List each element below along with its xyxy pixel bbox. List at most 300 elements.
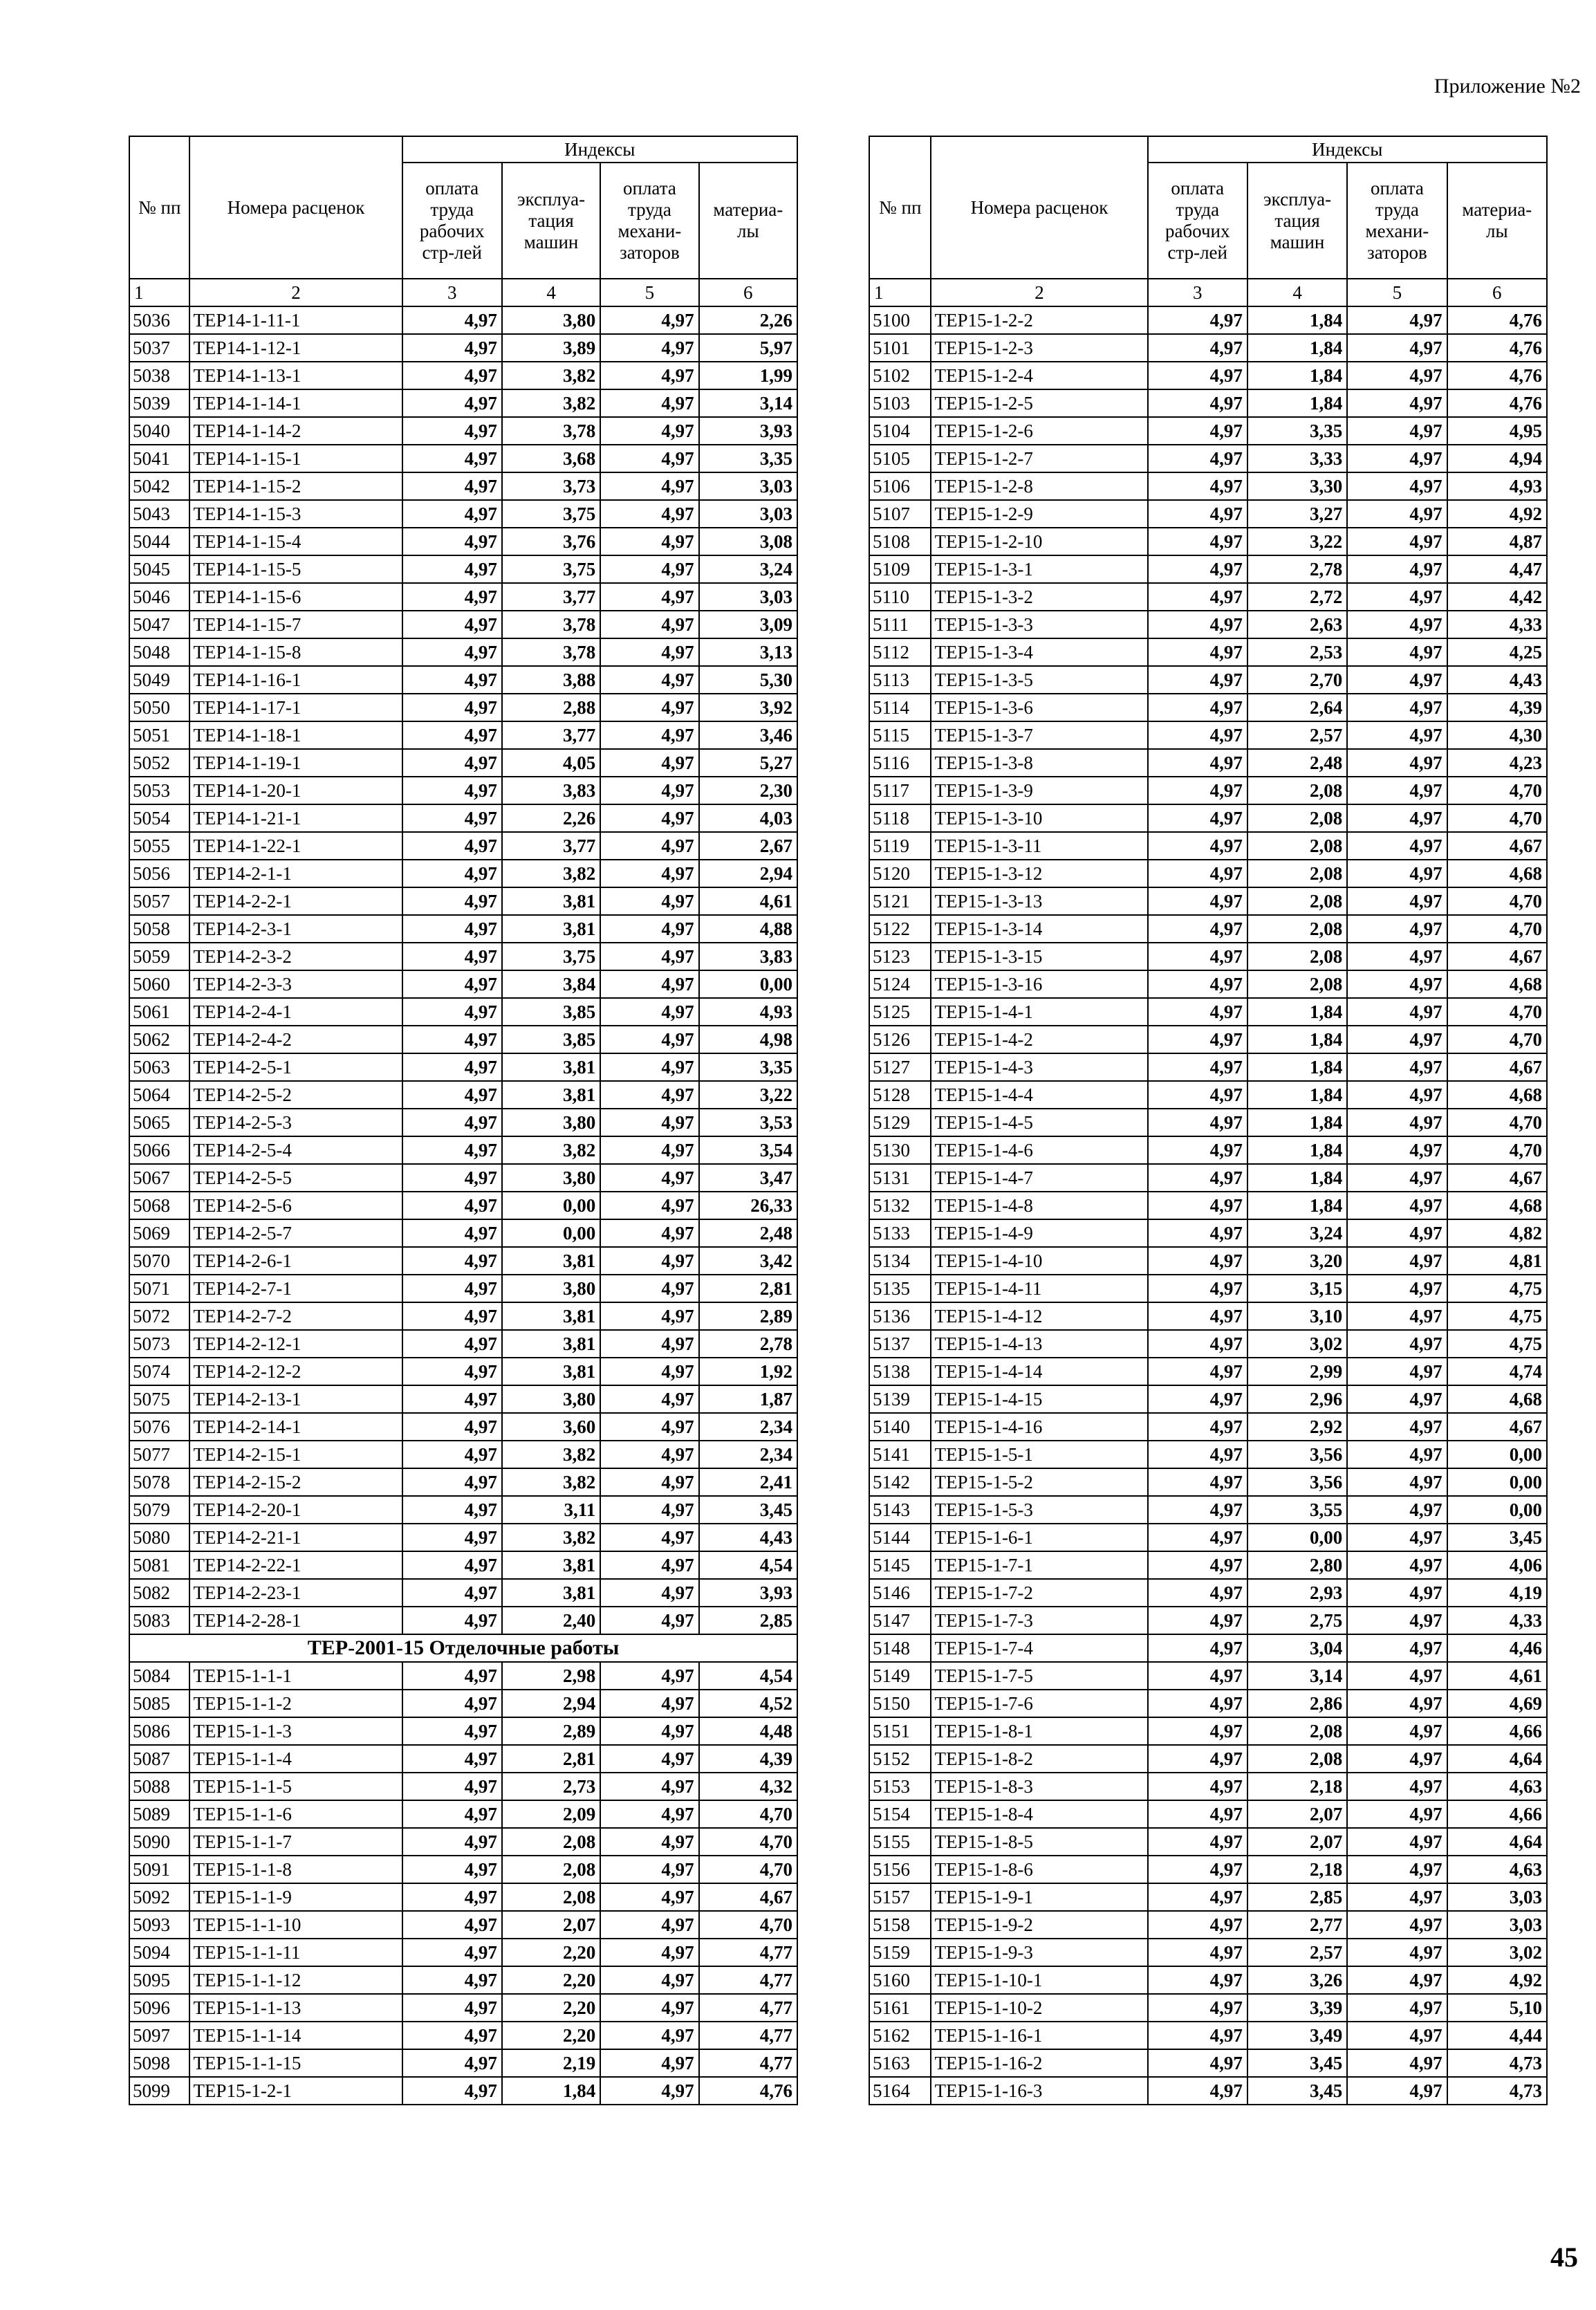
labor-operators-index: 4,97 — [600, 472, 698, 500]
materials-index: 4,70 — [1447, 915, 1547, 943]
table-row — [869, 362, 1547, 389]
machine-operation-index: 2,08 — [1247, 777, 1347, 804]
table-row — [129, 1053, 797, 1081]
row-number: 5049 — [129, 666, 189, 694]
labor-operators-index: 4,97 — [600, 694, 698, 721]
labor-operators-index: 4,97 — [1347, 611, 1447, 638]
machine-operation-index: 2,08 — [1247, 804, 1347, 832]
machine-operation-index: 3,82 — [502, 1468, 600, 1496]
labor-workers-index: 4,97 — [402, 1136, 502, 1164]
table-row — [129, 1966, 797, 1994]
materials-index: 4,52 — [699, 1690, 797, 1717]
rate-code: ТЕР15-1-2-7 — [931, 445, 1147, 472]
row-number: 5051 — [129, 721, 189, 749]
table-row — [129, 749, 797, 777]
labor-operators-index: 4,97 — [600, 1662, 698, 1690]
labor-operators-index: 4,97 — [1347, 306, 1447, 334]
table-row — [869, 2077, 1547, 2105]
rate-code: ТЕР15-1-4-12 — [931, 1302, 1147, 1330]
row-number: 5100 — [869, 306, 931, 334]
machine-operation-index: 3,85 — [502, 1026, 600, 1053]
labor-workers-index: 4,97 — [1148, 2049, 1247, 2077]
materials-index: 2,48 — [699, 1219, 797, 1247]
row-number: 5140 — [869, 1413, 931, 1441]
table-row — [869, 1385, 1547, 1413]
materials-index: 4,23 — [1447, 749, 1547, 777]
materials-index: 4,54 — [699, 1551, 797, 1579]
labor-workers-index: 4,97 — [1148, 2022, 1247, 2049]
labor-workers-index: 4,97 — [402, 1939, 502, 1966]
machine-operation-index: 2,18 — [1247, 1856, 1347, 1883]
labor-workers-index: 4,97 — [402, 666, 502, 694]
table-row — [129, 1690, 797, 1717]
labor-operators-index: 4,97 — [1347, 666, 1447, 694]
labor-workers-index: 4,97 — [402, 1579, 502, 1607]
header-code: Номера расценок — [931, 136, 1147, 279]
table-row — [869, 832, 1547, 860]
machine-operation-index: 3,82 — [502, 1524, 600, 1551]
rate-code: ТЕР15-1-7-2 — [931, 1579, 1147, 1607]
labor-workers-index: 4,97 — [1148, 860, 1247, 887]
row-number: 5057 — [129, 887, 189, 915]
rate-code: ТЕР15-1-5-1 — [931, 1441, 1147, 1468]
rate-code: ТЕР15-1-3-1 — [931, 555, 1147, 583]
table-row — [129, 970, 797, 998]
header-materials: материа-лы — [699, 163, 797, 279]
labor-operators-index: 4,97 — [1347, 1330, 1447, 1358]
machine-operation-index: 3,56 — [1247, 1441, 1347, 1468]
machine-operation-index: 3,88 — [502, 666, 600, 694]
table-row — [129, 1883, 797, 1911]
row-number: 5083 — [129, 1607, 189, 1634]
row-number: 5101 — [869, 334, 931, 362]
row-number: 5149 — [869, 1662, 931, 1690]
rate-code: ТЕР14-2-7-1 — [189, 1275, 402, 1302]
labor-workers-index: 4,97 — [1148, 445, 1247, 472]
row-number: 5117 — [869, 777, 931, 804]
row-number: 5041 — [129, 445, 189, 472]
machine-operation-index: 2,08 — [1247, 1717, 1347, 1745]
rate-code: ТЕР15-1-4-3 — [931, 1053, 1147, 1081]
rate-code: ТЕР15-1-1-12 — [189, 1966, 402, 1994]
table-row — [869, 334, 1547, 362]
machine-operation-index: 3,84 — [502, 970, 600, 998]
materials-index: 4,87 — [1447, 528, 1547, 555]
row-number: 5118 — [869, 804, 931, 832]
labor-operators-index: 4,97 — [600, 1358, 698, 1385]
materials-index: 3,22 — [699, 1081, 797, 1109]
rate-code: ТЕР15-1-1-9 — [189, 1883, 402, 1911]
row-number: 5060 — [129, 970, 189, 998]
rate-code: ТЕР14-2-12-2 — [189, 1358, 402, 1385]
labor-workers-index: 4,97 — [402, 1607, 502, 1634]
labor-workers-index: 4,97 — [1148, 970, 1247, 998]
labor-operators-index: 4,97 — [1347, 1247, 1447, 1275]
rate-code: ТЕР14-1-11-1 — [189, 306, 402, 334]
labor-operators-index: 4,97 — [600, 1939, 698, 1966]
labor-operators-index: 4,97 — [1347, 583, 1447, 611]
machine-operation-index: 0,00 — [502, 1192, 600, 1219]
row-number: 5159 — [869, 1939, 931, 1966]
labor-workers-index: 4,97 — [1148, 1524, 1247, 1551]
labor-workers-index: 4,97 — [1148, 694, 1247, 721]
labor-operators-index: 4,97 — [1347, 528, 1447, 555]
row-number: 5091 — [129, 1856, 189, 1883]
row-number: 5044 — [129, 528, 189, 555]
labor-workers-index: 4,97 — [1148, 1358, 1247, 1385]
materials-index: 3,93 — [699, 1579, 797, 1607]
row-number: 5129 — [869, 1109, 931, 1136]
labor-operators-index: 4,97 — [600, 1219, 698, 1247]
row-number: 5142 — [869, 1468, 931, 1496]
labor-workers-index: 4,97 — [402, 1496, 502, 1524]
row-number: 5139 — [869, 1385, 931, 1413]
labor-operators-index: 4,97 — [1347, 1026, 1447, 1053]
materials-index: 4,92 — [1447, 500, 1547, 528]
table-row — [869, 915, 1547, 943]
colnum: 2 — [189, 279, 402, 306]
labor-operators-index: 4,97 — [600, 445, 698, 472]
table-row — [129, 1551, 797, 1579]
table-row — [129, 1136, 797, 1164]
materials-index: 4,93 — [1447, 472, 1547, 500]
table-row — [869, 1109, 1547, 1136]
row-number: 5150 — [869, 1690, 931, 1717]
labor-workers-index: 4,97 — [402, 1164, 502, 1192]
labor-workers-index: 4,97 — [402, 1468, 502, 1496]
table-row — [869, 1219, 1547, 1247]
rate-code: ТЕР14-1-19-1 — [189, 749, 402, 777]
colnum: 5 — [1347, 279, 1447, 306]
materials-index: 4,76 — [1447, 306, 1547, 334]
materials-index: 4,69 — [1447, 1690, 1547, 1717]
labor-workers-index: 4,97 — [1148, 998, 1247, 1026]
materials-index: 4,67 — [1447, 832, 1547, 860]
machine-operation-index: 3,68 — [502, 445, 600, 472]
materials-index: 3,92 — [699, 694, 797, 721]
machine-operation-index: 3,45 — [1247, 2049, 1347, 2077]
rate-code: ТЕР14-2-5-6 — [189, 1192, 402, 1219]
labor-workers-index: 4,97 — [402, 1800, 502, 1828]
labor-workers-index: 4,97 — [1148, 1717, 1247, 1745]
labor-workers-index: 4,97 — [1148, 1939, 1247, 1966]
row-number: 5147 — [869, 1607, 931, 1634]
machine-operation-index: 1,84 — [1247, 306, 1347, 334]
materials-index: 2,85 — [699, 1607, 797, 1634]
colnum: 2 — [931, 279, 1147, 306]
labor-operators-index: 4,97 — [600, 583, 698, 611]
rate-code: ТЕР15-1-7-4 — [931, 1634, 1147, 1662]
materials-index: 4,06 — [1447, 1551, 1547, 1579]
materials-index: 1,99 — [699, 362, 797, 389]
labor-workers-index: 4,97 — [402, 832, 502, 860]
rate-code: ТЕР14-1-12-1 — [189, 334, 402, 362]
labor-operators-index: 4,97 — [1347, 1717, 1447, 1745]
machine-operation-index: 3,77 — [502, 583, 600, 611]
labor-workers-index: 4,97 — [1148, 1219, 1247, 1247]
labor-operators-index: 4,97 — [600, 1413, 698, 1441]
table-row — [869, 1247, 1547, 1275]
materials-index: 4,70 — [1447, 1136, 1547, 1164]
machine-operation-index: 3,24 — [1247, 1219, 1347, 1247]
rate-code: ТЕР14-2-5-3 — [189, 1109, 402, 1136]
rate-code: ТЕР14-1-15-6 — [189, 583, 402, 611]
machine-operation-index: 4,05 — [502, 749, 600, 777]
rate-code: ТЕР15-1-4-8 — [931, 1192, 1147, 1219]
machine-operation-index: 3,04 — [1247, 1634, 1347, 1662]
row-number: 5102 — [869, 362, 931, 389]
table-row — [129, 777, 797, 804]
labor-workers-index: 4,97 — [1148, 362, 1247, 389]
materials-index: 4,03 — [699, 804, 797, 832]
labor-operators-index: 4,97 — [600, 2022, 698, 2049]
machine-operation-index: 3,81 — [502, 887, 600, 915]
rate-code: ТЕР15-1-9-2 — [931, 1911, 1147, 1939]
table-row — [869, 1053, 1547, 1081]
table-row — [869, 998, 1547, 1026]
row-number: 5069 — [129, 1219, 189, 1247]
table-row — [869, 1856, 1547, 1883]
labor-operators-index: 4,97 — [600, 1164, 698, 1192]
machine-operation-index: 3,82 — [502, 860, 600, 887]
table-row — [869, 445, 1547, 472]
machine-operation-index: 3,73 — [502, 472, 600, 500]
table-row — [129, 1994, 797, 2022]
labor-operators-index: 4,97 — [600, 306, 698, 334]
materials-index: 4,73 — [1447, 2049, 1547, 2077]
labor-operators-index: 4,97 — [1347, 1385, 1447, 1413]
row-number: 5119 — [869, 832, 931, 860]
rate-code: ТЕР15-1-4-13 — [931, 1330, 1147, 1358]
labor-workers-index: 4,97 — [402, 1247, 502, 1275]
table-row — [869, 1911, 1547, 1939]
machine-operation-index: 2,94 — [502, 1690, 600, 1717]
row-number: 5048 — [129, 638, 189, 666]
labor-workers-index: 4,97 — [402, 1773, 502, 1800]
materials-index: 4,67 — [1447, 943, 1547, 970]
colnum: 6 — [1447, 279, 1547, 306]
row-number: 5082 — [129, 1579, 189, 1607]
materials-index: 4,70 — [1447, 1109, 1547, 1136]
machine-operation-index: 2,96 — [1247, 1385, 1347, 1413]
rate-code: ТЕР15-1-8-6 — [931, 1856, 1147, 1883]
rate-code: ТЕР15-1-4-5 — [931, 1109, 1147, 1136]
labor-operators-index: 4,97 — [1347, 721, 1447, 749]
labor-workers-index: 4,97 — [1148, 1773, 1247, 1800]
labor-workers-index: 4,97 — [1148, 1911, 1247, 1939]
labor-workers-index: 4,97 — [402, 1330, 502, 1358]
labor-operators-index: 4,97 — [1347, 1911, 1447, 1939]
machine-operation-index: 3,77 — [502, 832, 600, 860]
labor-operators-index: 4,97 — [1347, 1164, 1447, 1192]
row-number: 5040 — [129, 417, 189, 445]
labor-operators-index: 4,97 — [600, 2077, 698, 2105]
table-row — [869, 804, 1547, 832]
rate-code: ТЕР14-2-4-1 — [189, 998, 402, 1026]
labor-workers-index: 4,97 — [1148, 1468, 1247, 1496]
machine-operation-index: 1,84 — [1247, 389, 1347, 417]
labor-workers-index: 4,97 — [402, 777, 502, 804]
table-row — [869, 1607, 1547, 1634]
labor-operators-index: 4,97 — [600, 721, 698, 749]
labor-workers-index: 4,97 — [402, 1717, 502, 1745]
row-number: 5056 — [129, 860, 189, 887]
materials-index: 4,74 — [1447, 1358, 1547, 1385]
labor-workers-index: 4,97 — [402, 694, 502, 721]
table-row — [869, 306, 1547, 334]
rate-code: ТЕР14-2-20-1 — [189, 1496, 402, 1524]
row-number: 5042 — [129, 472, 189, 500]
rate-code: ТЕР15-1-2-2 — [931, 306, 1147, 334]
rate-code: ТЕР15-1-1-6 — [189, 1800, 402, 1828]
rate-code: ТЕР14-2-2-1 — [189, 887, 402, 915]
rate-code: ТЕР15-1-7-1 — [931, 1551, 1147, 1579]
machine-operation-index: 1,84 — [1247, 334, 1347, 362]
materials-index: 3,14 — [699, 389, 797, 417]
materials-index: 3,03 — [699, 583, 797, 611]
labor-workers-index: 4,97 — [1148, 2077, 1247, 2105]
row-number: 5062 — [129, 1026, 189, 1053]
labor-operators-index: 4,97 — [600, 998, 698, 1026]
machine-operation-index: 2,18 — [1247, 1773, 1347, 1800]
rate-code: ТЕР15-1-1-1 — [189, 1662, 402, 1690]
materials-index: 4,39 — [1447, 694, 1547, 721]
labor-workers-index: 4,97 — [402, 1302, 502, 1330]
labor-operators-index: 4,97 — [1347, 860, 1447, 887]
header-indices: Индексы — [402, 136, 797, 163]
row-number: 5090 — [129, 1828, 189, 1856]
labor-operators-index: 4,97 — [600, 1109, 698, 1136]
header-machine-operation: эксплуа-тация машин — [1247, 163, 1347, 279]
table-row — [129, 1026, 797, 1053]
materials-index: 3,53 — [699, 1109, 797, 1136]
materials-index: 4,42 — [1447, 583, 1547, 611]
labor-workers-index: 4,97 — [402, 389, 502, 417]
labor-operators-index: 4,97 — [1347, 334, 1447, 362]
labor-operators-index: 4,97 — [600, 1745, 698, 1773]
materials-index: 2,30 — [699, 777, 797, 804]
labor-operators-index: 4,97 — [600, 334, 698, 362]
machine-operation-index: 2,08 — [1247, 970, 1347, 998]
machine-operation-index: 1,84 — [1247, 1109, 1347, 1136]
row-number: 5155 — [869, 1828, 931, 1856]
header-no: № пп — [129, 136, 189, 279]
materials-index: 4,81 — [1447, 1247, 1547, 1275]
materials-index: 3,03 — [1447, 1911, 1547, 1939]
rate-code: ТЕР15-1-16-1 — [931, 2022, 1147, 2049]
table-row — [869, 1662, 1547, 1690]
labor-operators-index: 4,97 — [600, 638, 698, 666]
materials-index: 4,68 — [1447, 970, 1547, 998]
machine-operation-index: 2,57 — [1247, 1939, 1347, 1966]
materials-index: 4,70 — [1447, 777, 1547, 804]
labor-operators-index: 4,97 — [600, 915, 698, 943]
rate-code: ТЕР15-1-3-2 — [931, 583, 1147, 611]
labor-workers-index: 4,97 — [402, 887, 502, 915]
row-number: 5161 — [869, 1994, 931, 2022]
materials-index: 3,35 — [699, 445, 797, 472]
materials-index: 4,70 — [1447, 804, 1547, 832]
machine-operation-index: 2,20 — [502, 1994, 600, 2022]
rate-code: ТЕР15-1-2-8 — [931, 472, 1147, 500]
table-row — [869, 1081, 1547, 1109]
labor-workers-index: 4,97 — [402, 528, 502, 555]
machine-operation-index: 2,08 — [1247, 887, 1347, 915]
materials-index: 4,75 — [1447, 1302, 1547, 1330]
labor-operators-index: 4,97 — [1347, 1690, 1447, 1717]
row-number: 5110 — [869, 583, 931, 611]
machine-operation-index: 3,81 — [502, 1081, 600, 1109]
labor-operators-index: 4,97 — [600, 1247, 698, 1275]
labor-operators-index: 4,97 — [1347, 1109, 1447, 1136]
table-row — [869, 970, 1547, 998]
table-row — [869, 1773, 1547, 1800]
machine-operation-index: 2,93 — [1247, 1579, 1347, 1607]
rate-code: ТЕР14-1-15-2 — [189, 472, 402, 500]
labor-workers-index: 4,97 — [1148, 943, 1247, 970]
rate-code: ТЕР14-2-14-1 — [189, 1413, 402, 1441]
table-row — [129, 1496, 797, 1524]
machine-operation-index: 3,60 — [502, 1413, 600, 1441]
table-row — [129, 1856, 797, 1883]
machine-operation-index: 1,84 — [1247, 362, 1347, 389]
labor-operators-index: 4,97 — [1347, 445, 1447, 472]
table-row — [869, 1441, 1547, 1468]
materials-index: 4,70 — [1447, 887, 1547, 915]
row-number: 5039 — [129, 389, 189, 417]
materials-index: 3,45 — [699, 1496, 797, 1524]
labor-workers-index: 4,97 — [1148, 389, 1247, 417]
labor-workers-index: 4,97 — [402, 943, 502, 970]
materials-index: 4,76 — [699, 2077, 797, 2105]
rate-code: ТЕР15-1-8-3 — [931, 1773, 1147, 1800]
machine-operation-index: 3,82 — [502, 1441, 600, 1468]
materials-index: 3,93 — [699, 417, 797, 445]
table-row — [869, 721, 1547, 749]
materials-index: 4,67 — [1447, 1164, 1547, 1192]
rate-code: ТЕР15-1-6-1 — [931, 1524, 1147, 1551]
labor-workers-index: 4,97 — [1148, 1800, 1247, 1828]
row-number: 5054 — [129, 804, 189, 832]
rate-code: ТЕР14-1-15-5 — [189, 555, 402, 583]
table-row — [129, 445, 797, 472]
table-row — [869, 1745, 1547, 1773]
materials-index: 2,78 — [699, 1330, 797, 1358]
materials-index: 4,76 — [1447, 389, 1547, 417]
labor-operators-index: 4,97 — [600, 1441, 698, 1468]
table-row — [869, 1496, 1547, 1524]
rate-code: ТЕР15-1-1-11 — [189, 1939, 402, 1966]
materials-index: 0,00 — [1447, 1468, 1547, 1496]
rate-code: ТЕР14-2-22-1 — [189, 1551, 402, 1579]
table-row — [869, 777, 1547, 804]
row-number: 5143 — [869, 1496, 931, 1524]
machine-operation-index: 2,40 — [502, 1607, 600, 1634]
labor-workers-index: 4,97 — [1148, 749, 1247, 777]
labor-operators-index: 4,97 — [600, 666, 698, 694]
labor-workers-index: 4,97 — [402, 915, 502, 943]
machine-operation-index: 3,81 — [502, 1579, 600, 1607]
rates-table-left — [129, 136, 798, 2105]
table-row — [129, 1607, 797, 1634]
machine-operation-index: 2,20 — [502, 1939, 600, 1966]
row-number: 5097 — [129, 2022, 189, 2049]
row-number: 5136 — [869, 1302, 931, 1330]
row-number: 5107 — [869, 500, 931, 528]
materials-index: 4,43 — [1447, 666, 1547, 694]
row-number: 5138 — [869, 1358, 931, 1385]
row-number: 5112 — [869, 638, 931, 666]
